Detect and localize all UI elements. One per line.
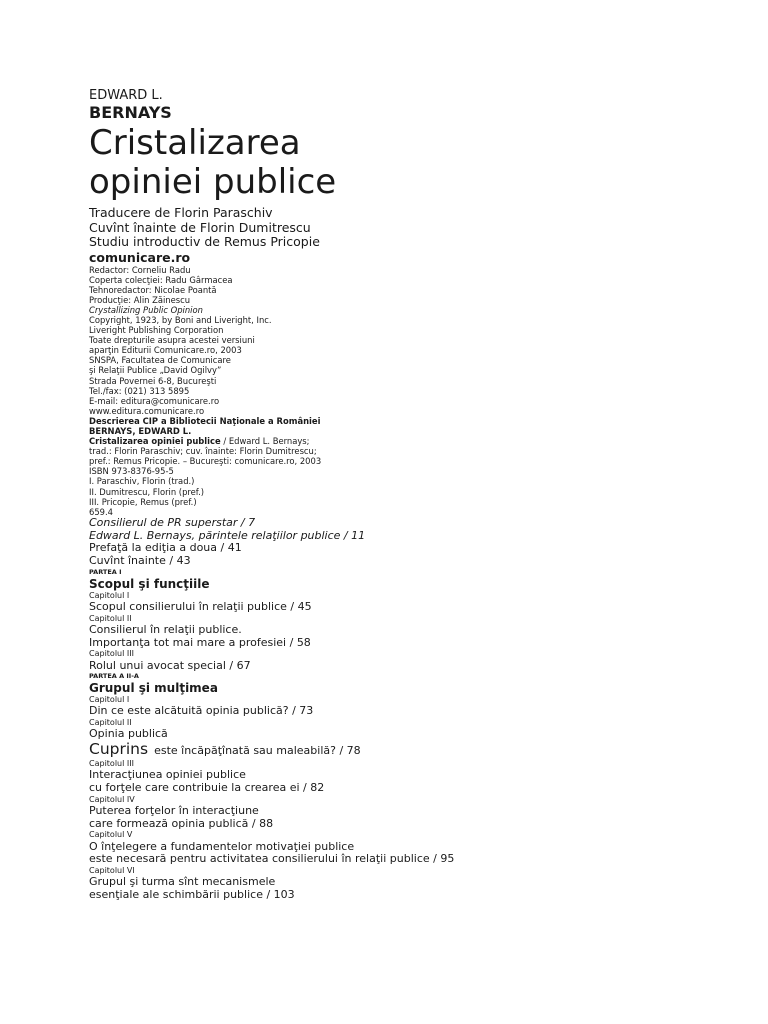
introduction-credit: Studiu introductiv de Remus Pricopie (89, 234, 320, 249)
imprint-block (89, 265, 729, 517)
toc-entry: esenţiale ale schimbării publice / 103 (89, 888, 295, 902)
imprint-line: Producţie: Alin Zăinescu (89, 294, 191, 305)
imprint-line: trad.: Florin Paraschiv; cuv. înainte: Florin Dumitrescu; (89, 446, 317, 457)
toc-entry: O înţelegere a fundamentelor motivaţiei publice (89, 839, 355, 853)
toc-entry (89, 741, 729, 759)
cip-author: BERNAYS, EDWARD L. (89, 426, 192, 436)
chapter-label: Capitolul II (89, 717, 132, 727)
toc-entry: Interacţiunea opiniei publice (89, 768, 246, 782)
toc-entry: Consilierul de PR superstar / 7 (89, 515, 256, 529)
toc-entry: Consilierul în relaţii publice. (89, 622, 242, 636)
imprint-line: SNSPA, Facultatea de Comunicare (89, 355, 231, 366)
chapter-label: Capitolul I (89, 694, 130, 704)
book-title (89, 124, 729, 202)
book-page (89, 88, 729, 902)
toc-entry: care formează opinia publică / 88 (89, 816, 274, 830)
toc-entry: cu forţele care contribuie la crearea ei / 82 (89, 780, 325, 794)
imprint-line: Liveright Publishing Corporation (89, 325, 224, 336)
table-of-contents (89, 517, 729, 902)
part-title: Scopul şi funcţiile (89, 576, 210, 591)
toc-entry: Cuvînt înainte / 43 (89, 554, 191, 568)
cip-heading: Descrierea CIP a Bibliotecii Naţionale a României (89, 415, 321, 426)
chapter-label: Capitolul IV (89, 794, 135, 804)
toc-entry: Importanţa tot mai mare a profesiei / 58 (89, 635, 311, 649)
toc-entry: Din ce este alcătuită opinia publică? / 73 (89, 704, 314, 718)
imprint-line: Tel./fax: (021) 313 5895 (89, 385, 190, 396)
imprint-line: www.editura.comunicare.ro (89, 405, 205, 416)
translator-credit: Traducere de Florin Paraschiv (89, 205, 273, 220)
foreword-credit: Cuvînt înainte de Florin Dumitrescu (89, 219, 311, 235)
imprint-line: III. Pricopie, Remus (pref.) (89, 496, 197, 507)
imprint-line: II. Dumitrescu, Florin (pref.) (89, 486, 205, 497)
credits (89, 206, 729, 250)
toc-entry: Scopul consilierului în relaţii publice / 45 (89, 599, 312, 613)
toc-entry: Edward L. Bernays, părintele relaţiilor publice / 11 (89, 528, 366, 542)
chapter-label: Capitolul VI (89, 866, 135, 876)
title-line: opiniei publice (89, 162, 337, 202)
toc-entry-text: este încăpăţînată sau maleabilă? / 78 (154, 743, 361, 757)
contents-heading: Cuprins (89, 739, 149, 758)
toc-entry: Puterea forţelor în interacţiune (89, 803, 259, 817)
udc-code: 659.4 (89, 506, 113, 517)
toc-entry: este necesară pentru activitatea consilierului în relaţii publice / 95 (89, 852, 455, 866)
toc-entry: Prefaţă la ediţia a doua / 41 (89, 541, 242, 555)
publisher-name: comunicare.ro (89, 249, 191, 265)
imprint-line: Strada Povernei 6-8, Bucureşti (89, 375, 217, 386)
imprint-line: Toate drepturile asupra acestei versiuni (89, 335, 255, 346)
isbn: ISBN 973-8376-95-5 (89, 466, 174, 477)
part-label: PARTEA A II-A (89, 672, 139, 681)
chapter-label: Capitolul III (89, 758, 134, 768)
imprint-line: pref.: Remus Pricopie. – Bucureşti: comunicare.ro, 2003 (89, 456, 322, 467)
cip-title-line (89, 436, 729, 446)
chapter-label: Capitolul I (89, 590, 130, 600)
part-label: PARTEA I (89, 568, 122, 577)
cip-title: Cristalizarea opiniei publice (89, 436, 221, 447)
imprint-line: I. Paraschiv, Florin (trad.) (89, 476, 195, 487)
toc-entry: Grupul şi turma sînt mecanismele (89, 875, 276, 889)
imprint-line: Redactor: Corneliu Radu (89, 264, 191, 275)
chapter-label: Capitolul II (89, 613, 132, 623)
toc-entry: Rolul unui avocat special / 67 (89, 658, 251, 672)
imprint-line: Tehnoredactor: Nicolae Poantă (89, 284, 217, 295)
imprint-line: Copyright, 1923, by Boni and Liveright, Inc. (89, 314, 272, 325)
title-line: Cristalizarea (89, 123, 301, 163)
author-first-name: EDWARD L. (89, 88, 163, 103)
part-title: Grupul şi mulţimea (89, 680, 218, 695)
imprint-line: E-mail: editura@comunicare.ro (89, 395, 220, 406)
author-last-name: BERNAYS (89, 103, 172, 122)
imprint-line: aparţin Editurii Comunicare.ro, 2003 (89, 345, 242, 356)
imprint-line: şi Relaţii Publice „David Ogilvy” (89, 365, 222, 376)
chapter-label: Capitolul V (89, 830, 133, 840)
original-title: Crystallizing Public Opinion (89, 304, 203, 315)
cip-title-rest: / Edward L. Bernays; (220, 436, 310, 447)
toc-entry: Opinia publică (89, 727, 168, 741)
imprint-line: Coperta colecţiei: Radu Gârmacea (89, 274, 233, 285)
chapter-label: Capitolul III (89, 649, 134, 659)
